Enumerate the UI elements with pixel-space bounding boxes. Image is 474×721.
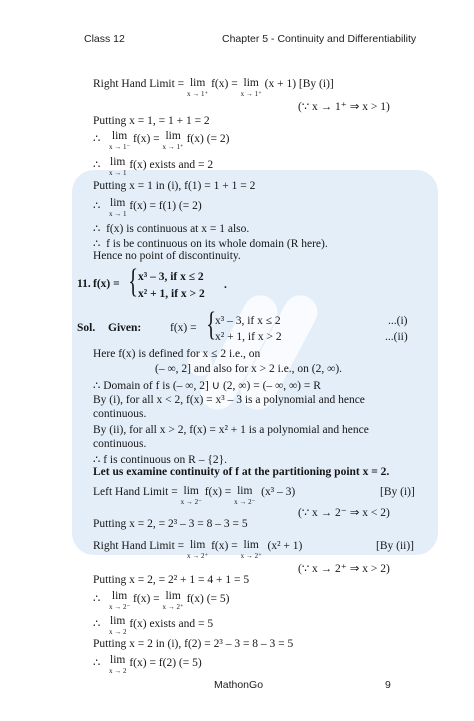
by-ii-line-2: continuous. [93,438,147,450]
putting-in-i: Putting x = 1 in (i), f(1) = 1 + 1 = 2 [93,180,256,192]
continuous-domain: ∴ f is be continuous on its whole domain (R here). [93,238,328,250]
rhl2-putting: Putting x = 2, = 2² + 1 = 4 + 1 = 5 [93,574,250,586]
examine-line: Let us examine continuity of f at the partitioning point x = 2. [93,466,390,478]
limit: lim x → 1⁺ [187,77,209,98]
question-fx: f(x) = [93,278,120,290]
rhl-note: (∵ x → 1⁺ ⇒ x > 1) [298,101,390,113]
rhl2-ref: [By (ii)] [376,540,415,552]
sol-fx: f(x) = [170,322,197,334]
continuous-r: ∴ f is continuous on R – {2}. [93,454,227,466]
putting-x1: Putting x = 1, = 1 + 1 = 2 [93,115,210,127]
rhl2-line: Right Hand Limit = lim x → 2⁺ f(x) = lim x → 2⁺ (x² + 1) [93,539,303,560]
ref-i: ...(i) [388,315,408,327]
brace: { [206,306,217,343]
sol-case-1: x³ – 3, if x ≤ 2 [215,315,281,327]
sol-label: Sol. [77,322,96,334]
defined-line-1: Here f(x) is defined for x ≤ 2 i.e., on [93,348,261,360]
ref-ii: ...(ii) [385,331,408,343]
no-discontinuity: Hence no point of discontinuity. [93,250,241,262]
rhl-label: Right Hand Limit = [93,78,185,90]
question-case-2: x² + 1, if x > 2 [138,288,205,300]
given-label: Given: [108,322,142,334]
footer-brand: MathonGo [214,679,264,691]
brace: { [128,263,139,300]
lhl-note: (∵ x → 2⁻ ⇒ x < 2) [298,507,390,519]
question-case-1: x³ – 3, if x ≤ 2 [138,271,204,283]
by-i-line-2: continuous. [93,408,147,420]
rhl2-note: (∵ x → 2⁺ ⇒ x > 2) [298,563,390,575]
lhl-putting: Putting x = 2, = 2³ – 3 = 8 – 3 = 5 [93,518,248,530]
question-number: 11. [77,278,91,290]
limit-exists: ∴ lim x → 1 f(x) exists and = 2 [93,156,214,177]
header-chapter: Chapter 5 - Continuity and Differentiability [222,33,417,45]
equality-line-2: ∴ lim x → 2⁻ f(x) = lim x → 2⁺ f(x) (= 5) [93,590,230,611]
rhl-line: Right Hand Limit = lim x → 1⁺ f(x) = lim x → 1⁺ (x + 1) [By (i)] [93,77,334,98]
by-ii-line-1: By (ii), for all x > 2, f(x) = x² + 1 is a polynomial and hence [93,424,369,436]
defined-line-2: (– ∞, 2] and also for x > 2 i.e., on (2, ∞). [155,363,343,375]
header-class: Class 12 [84,33,125,45]
final-line: ∴ lim x → 2 f(x) = f(2) (= 5) [93,654,202,675]
lhl-ref: [By (i)] [380,486,415,498]
limit-exists-2: ∴ lim x → 2 f(x) exists and = 5 [93,615,214,636]
continuous-at: ∴ f(x) is continuous at x = 1 also. [93,223,250,235]
question-period: . [224,279,227,291]
putting-in-i-2: Putting x = 2 in (i), f(2) = 2³ – 3 = 8 – 3 = 5 [93,638,294,650]
lhl-line: Left Hand Limit = lim x → 2⁻ f(x) = lim x → 2⁻ (x³ – 3) [93,485,296,506]
domain-line: ∴ Domain of f is (– ∞, 2] ∪ (2, ∞) = (– ∞, ∞) = R [93,380,321,392]
continuity-eq: ∴ lim x → 1 f(x) = f(1) (= 2) [93,197,202,218]
sol-case-2: x² + 1, if x > 2 [215,331,282,343]
by-i-line-1: By (i), for all x < 2, f(x) = x³ – 3 is a polynomial and hence [93,394,365,406]
limit: lim x → 1⁺ [240,77,262,98]
page-number: 9 [385,679,391,691]
equality-line: ∴ lim x → 1⁻ f(x) = lim x → 1⁺ f(x) (= 2) [93,130,230,151]
